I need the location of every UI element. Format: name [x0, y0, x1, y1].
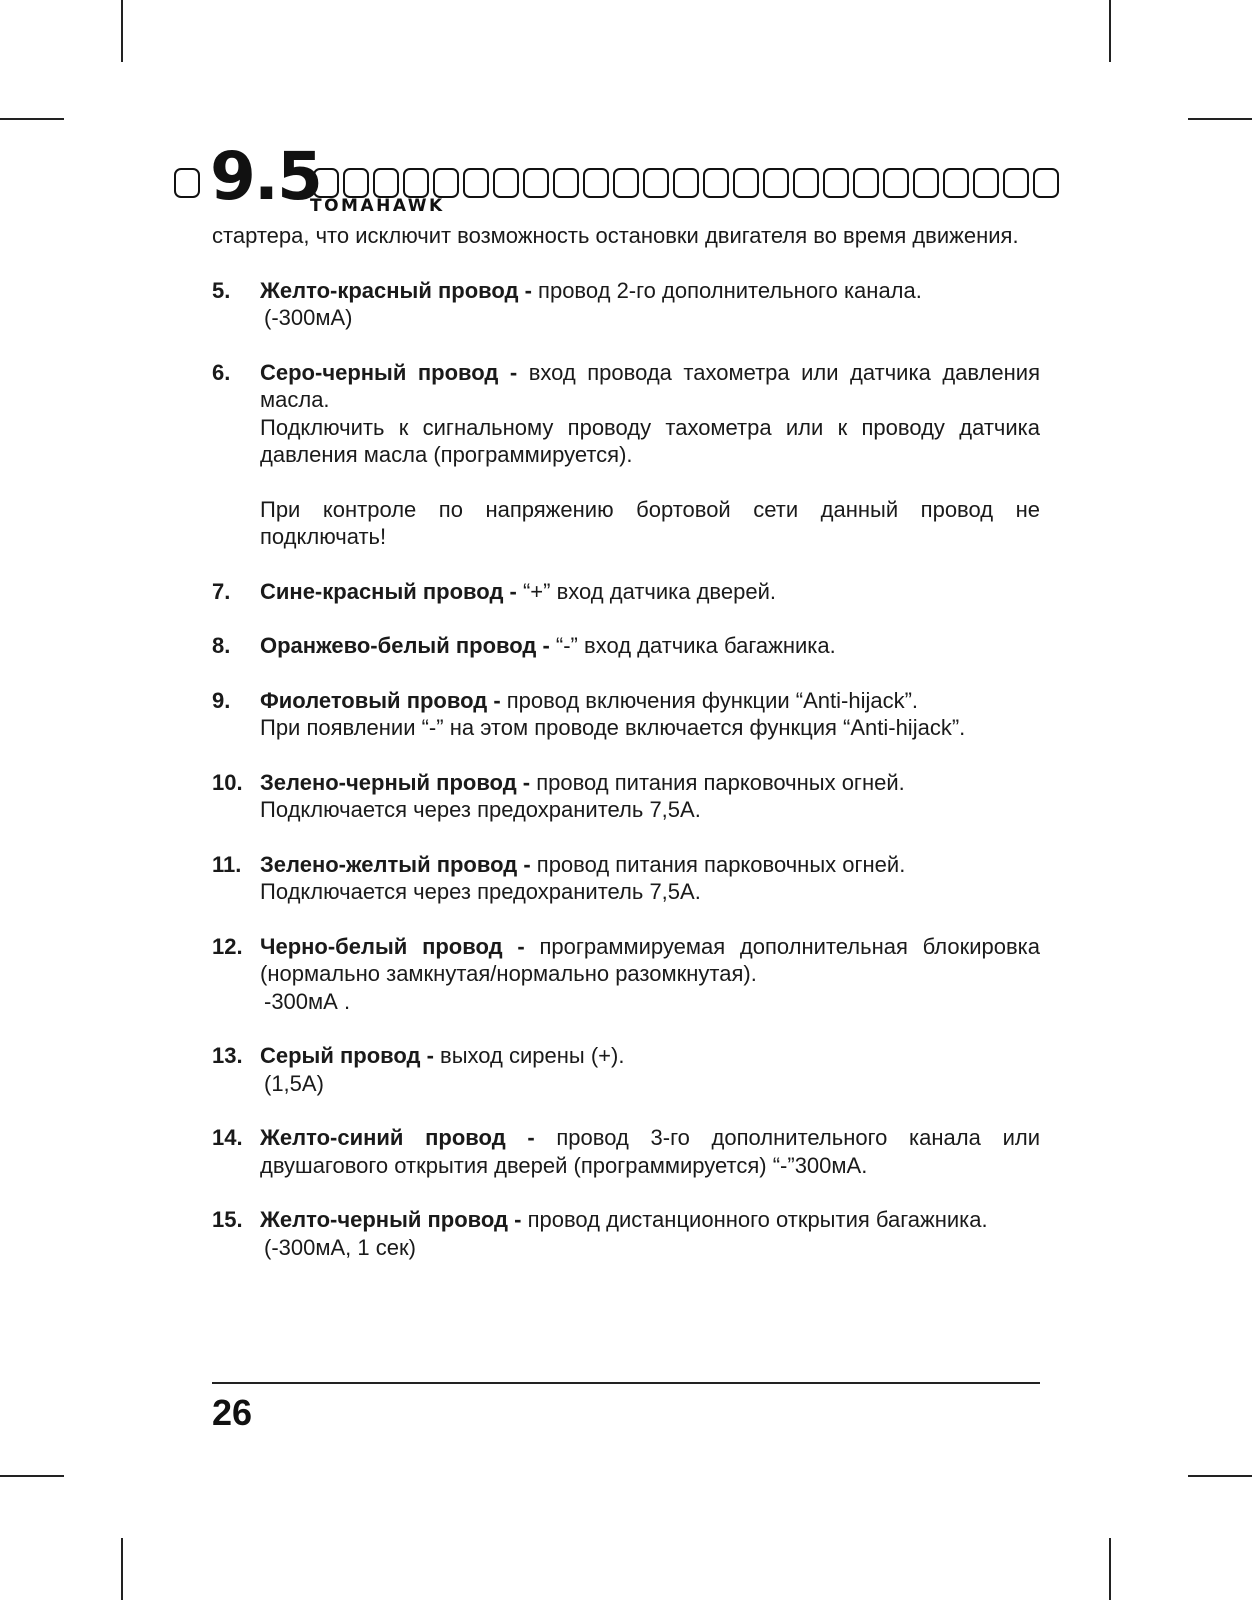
header-square-icon [1003, 168, 1029, 198]
item-detail: Подключается через предохранитель 7,5А. [260, 879, 701, 904]
item-detail: (-300мА, 1 сек) [264, 1234, 416, 1260]
header-square-icon [1033, 168, 1059, 198]
item-number: 8. [212, 633, 231, 658]
header-square-icon [553, 168, 579, 198]
header-square-icon [583, 168, 609, 198]
footer-rule [212, 1382, 1040, 1384]
intro-paragraph: стартера, что исключит возможность остановки двигателя во время движения. [212, 223, 1019, 248]
header-square-icon [174, 168, 200, 198]
item-description [260, 277, 1040, 305]
wire-name: Серо-черный провод - [260, 359, 518, 385]
page-number: 26 [212, 1392, 253, 1433]
header-square-icon [853, 168, 879, 198]
header-square-icon [823, 168, 849, 198]
item-number: 6. [212, 359, 231, 385]
header-square-icon [703, 168, 729, 198]
item-detail: Подключить к сигнальному проводу тахометра или к проводу датчика давления масла (программируется). [260, 414, 1040, 467]
list-item [212, 578, 1040, 606]
header-square-icon [373, 168, 399, 198]
header-square-icon [433, 168, 459, 198]
item-number: 14. [212, 1125, 243, 1150]
header-square-icon [673, 168, 699, 198]
item-description [260, 933, 1040, 988]
header-square-icon [313, 168, 339, 198]
list-item [212, 1042, 1040, 1097]
wire-function: провод 3-го дополнительного канала или двушагового открытия дверей (программируется) “-”300мА. [260, 1125, 1040, 1178]
header-square-icon [883, 168, 909, 198]
item-description [260, 769, 1040, 797]
wire-name: Черно-белый провод - [260, 933, 525, 959]
wire-name: Зелено-черный провод - [260, 769, 531, 795]
item-detail: (1,5А) [264, 1070, 324, 1096]
item-number: 9. [212, 687, 231, 713]
page-header [170, 138, 1070, 220]
item-description [260, 1124, 1040, 1179]
document-body [212, 222, 1040, 1261]
wire-name: Оранжево-белый провод - [260, 633, 550, 658]
wire-list [212, 277, 1040, 1262]
crop-mark-left-top [0, 118, 64, 120]
item-number: 13. [212, 1043, 243, 1068]
crop-mark-bottom-left [121, 1538, 123, 1600]
list-item [212, 933, 1040, 1016]
crop-mark-right-bottom [1188, 1475, 1252, 1477]
wire-name: Желто-синий провод - [260, 1125, 535, 1150]
wire-function: провод питания парковочных огней. [530, 851, 906, 877]
wire-function: “+” вход датчика дверей. [516, 578, 776, 604]
header-square-icon [643, 168, 669, 198]
wire-name: Желто-красный провод - [260, 277, 532, 303]
item-detail: -300мА . [264, 988, 351, 1014]
list-item [212, 359, 1040, 551]
header-square-icon [523, 168, 549, 198]
wire-function: провод включения функции “Anti-hijack”. [500, 687, 919, 713]
item-description [260, 851, 1040, 879]
item-number: 5. [212, 277, 231, 303]
item-description [260, 578, 1040, 606]
wire-function: вход провода тахометра или датчика давления масла. [260, 359, 1040, 412]
crop-mark-bottom-right [1109, 1538, 1111, 1600]
list-item [212, 632, 1040, 660]
list-item [212, 277, 1040, 332]
wire-function: программируемая дополнительная блокировка (нормально замкнутая/нормально разомкнутая). [260, 933, 1040, 986]
item-number: 11. [212, 851, 242, 877]
header-square-icon [463, 168, 489, 198]
crop-mark-left-bottom [0, 1475, 64, 1477]
item-number: 7. [212, 578, 231, 604]
wire-function: “-” вход датчика багажника. [549, 633, 836, 658]
item-detail: Подключается через предохранитель 7,5А. [260, 797, 701, 822]
list-item [212, 687, 1040, 742]
wire-name: Серый провод - [260, 1043, 434, 1068]
header-square-icon [403, 168, 429, 198]
item-warning-note: При контроле по напряжению бортовой сети данный провод не подключать! [260, 496, 1040, 549]
wire-name: Фиолетовый провод - [260, 687, 501, 713]
header-square-icon [973, 168, 999, 198]
header-square-icon [943, 168, 969, 198]
crop-mark-top-right [1109, 0, 1111, 62]
wire-function: провод питания парковочных огней. [530, 769, 905, 795]
header-square-icon [733, 168, 759, 198]
item-detail: При появлении “-” на этом проводе включается функция “Anti-hijack”. [260, 715, 966, 740]
list-item [212, 769, 1040, 824]
list-item [212, 1124, 1040, 1179]
item-detail: (-300мА) [264, 305, 353, 330]
header-square-icon [763, 168, 789, 198]
item-number: 10. [212, 769, 243, 795]
item-description [260, 1206, 1040, 1234]
wire-name: Сине-красный провод - [260, 578, 517, 604]
list-item [212, 1206, 1040, 1261]
crop-mark-top-left [121, 0, 123, 62]
brand-name: TOMAHAWK [310, 196, 445, 216]
model-number: 9.5 [210, 138, 321, 215]
item-number: 15. [212, 1207, 243, 1232]
header-square-icon [343, 168, 369, 198]
crop-mark-right-top [1188, 118, 1252, 120]
item-description [260, 687, 1040, 715]
wire-function: провод 2-го дополнительного канала. [531, 277, 922, 303]
wire-function: провод дистанционного открытия багажника. [521, 1207, 988, 1232]
header-square-icon [493, 168, 519, 198]
header-square-icon [793, 168, 819, 198]
item-number: 12. [212, 933, 243, 959]
wire-name: Зелено-желтый провод - [260, 851, 531, 877]
wire-function: выход сирены (+). [433, 1043, 625, 1068]
item-description [260, 632, 1040, 660]
header-square-icon [613, 168, 639, 198]
wire-name: Желто-черный провод - [260, 1207, 522, 1232]
list-item [212, 851, 1040, 906]
header-square-icon [913, 168, 939, 198]
item-description [260, 359, 1040, 414]
item-description [260, 1042, 1040, 1070]
